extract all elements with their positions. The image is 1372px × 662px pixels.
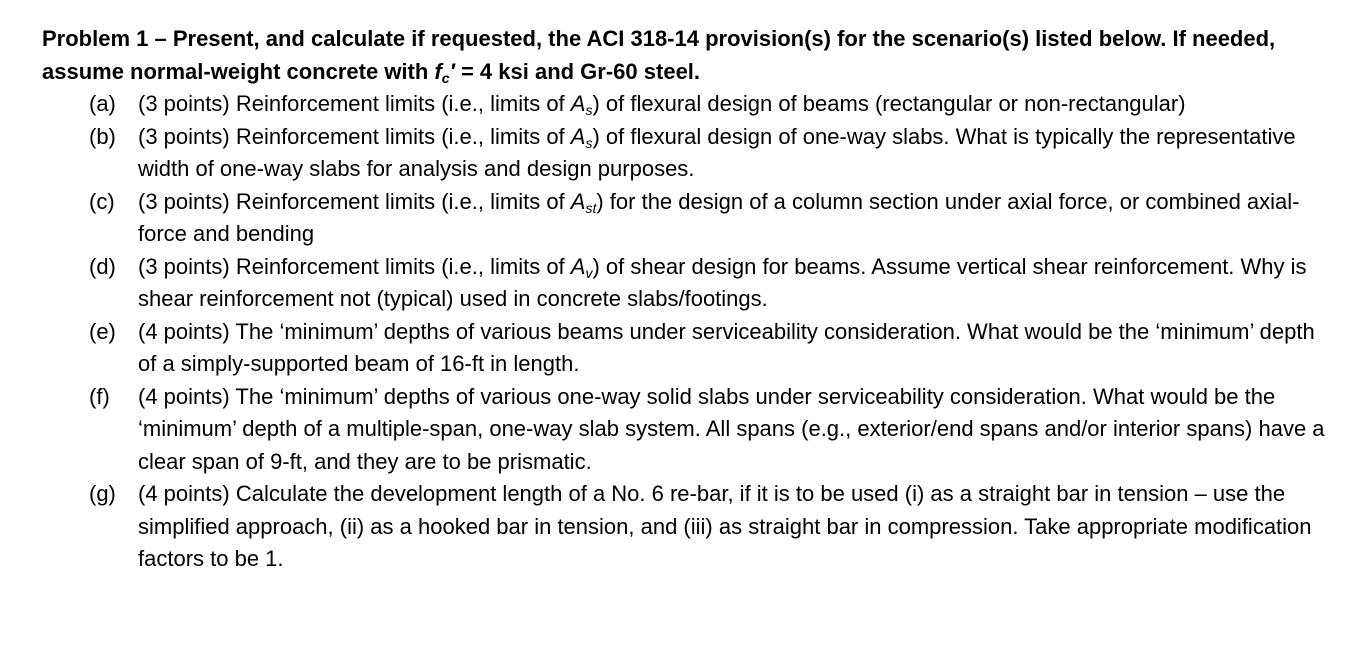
- area-symbol: [571, 91, 593, 116]
- item-marker: (b): [89, 123, 116, 149]
- item-marker: (f): [89, 383, 110, 409]
- item-text-before: (3 points) Reinforcement limits (i.e., limits of: [138, 188, 571, 214]
- fc-subscript: c: [441, 70, 450, 86]
- problem-heading: [42, 22, 1332, 88]
- item-body: [138, 91, 1186, 116]
- problem-item: [42, 381, 1332, 479]
- problem-item: [42, 478, 1332, 576]
- item-body: [138, 384, 1325, 474]
- item-text-after: ) of flexural design of one-way slabs. What is typically the representative width of one-way slabs for analysis and design purposes.: [138, 123, 1296, 181]
- problem-item: [42, 316, 1332, 381]
- item-marker: (g): [89, 481, 116, 506]
- item-text-after: ) for the design of a column section under axial force, or combined axial-force and bending: [138, 188, 1300, 246]
- item-text-before: (4 points) The ‘minimum’ depths of various beams under serviceability consideration. What would be the ‘minimum’ depth of a simply-supported beam of 16-ft in length.: [138, 318, 1315, 376]
- problem-item: [42, 251, 1332, 316]
- area-symbol-letter: A: [570, 91, 586, 116]
- item-text-after: ) of flexural design of beams (rectangular or non-rectangular): [592, 91, 1186, 116]
- fc-prime: ′: [449, 59, 455, 84]
- problem-items-list: [42, 88, 1332, 576]
- heading-text-part2: = 4 ksi and Gr-60 steel.: [454, 59, 701, 84]
- item-body: [138, 124, 1296, 182]
- problem-item: [42, 88, 1332, 121]
- area-symbol-subscript: s: [585, 134, 593, 151]
- item-body: [138, 189, 1300, 247]
- item-marker: (a): [89, 91, 116, 116]
- document-page: [42, 22, 1332, 576]
- area-symbol-letter: A: [570, 253, 586, 279]
- problem-item: [42, 186, 1332, 251]
- area-symbol-subscript: st: [585, 199, 597, 216]
- item-text-before: (4 points) Calculate the development length of a No. 6 re-bar, if it is to be used (i) as a straight bar in tension – use the simplified approach, (ii) as a hooked bar in tension, and (iii) as straight bar in compression. Take appropriate modification factors to be 1.: [138, 481, 1312, 571]
- item-text-before: (3 points) Reinforcement limits (i.e., limits of: [138, 253, 571, 279]
- area-symbol: [571, 189, 597, 214]
- heading-text-part1: Problem 1 – Present, and calculate if requested, the ACI 318-14 provision(s) for the scenario(s) listed below. If needed, assume normal-weight concrete with: [42, 26, 1276, 84]
- item-text-after: ) of shear design for beams. Assume vertical shear reinforcement. Why is shear reinforcement not (typical) used in concrete slabs/footings.: [138, 253, 1307, 311]
- item-body: [138, 481, 1312, 571]
- area-symbol-letter: A: [570, 188, 586, 214]
- problem-item: [42, 121, 1332, 186]
- item-marker: (d): [89, 253, 116, 279]
- item-body: [138, 254, 1307, 312]
- item-text-before: (3 points) Reinforcement limits (i.e., limits of: [138, 123, 571, 149]
- item-text-before: (4 points) The ‘minimum’ depths of various one-way solid slabs under serviceability consideration. What would be the ‘minimum’ depth of a multiple-span, one-way slab system. All spans (e.g., exterior/end spans and/or interior spans) have a clear span of 9-ft, and they are to be prismatic.: [138, 383, 1325, 474]
- area-symbol-letter: A: [570, 123, 586, 149]
- fc-symbol: [434, 59, 454, 84]
- item-marker: (e): [89, 318, 116, 344]
- item-body: [138, 319, 1315, 377]
- area-symbol-subscript: v: [585, 264, 593, 281]
- area-symbol: [571, 254, 593, 279]
- item-text-before: (3 points) Reinforcement limits (i.e., limits of: [138, 91, 571, 116]
- area-symbol-subscript: s: [585, 102, 593, 118]
- area-symbol: [571, 124, 593, 149]
- fc-letter: f: [434, 59, 442, 84]
- item-marker: (c): [89, 188, 115, 214]
